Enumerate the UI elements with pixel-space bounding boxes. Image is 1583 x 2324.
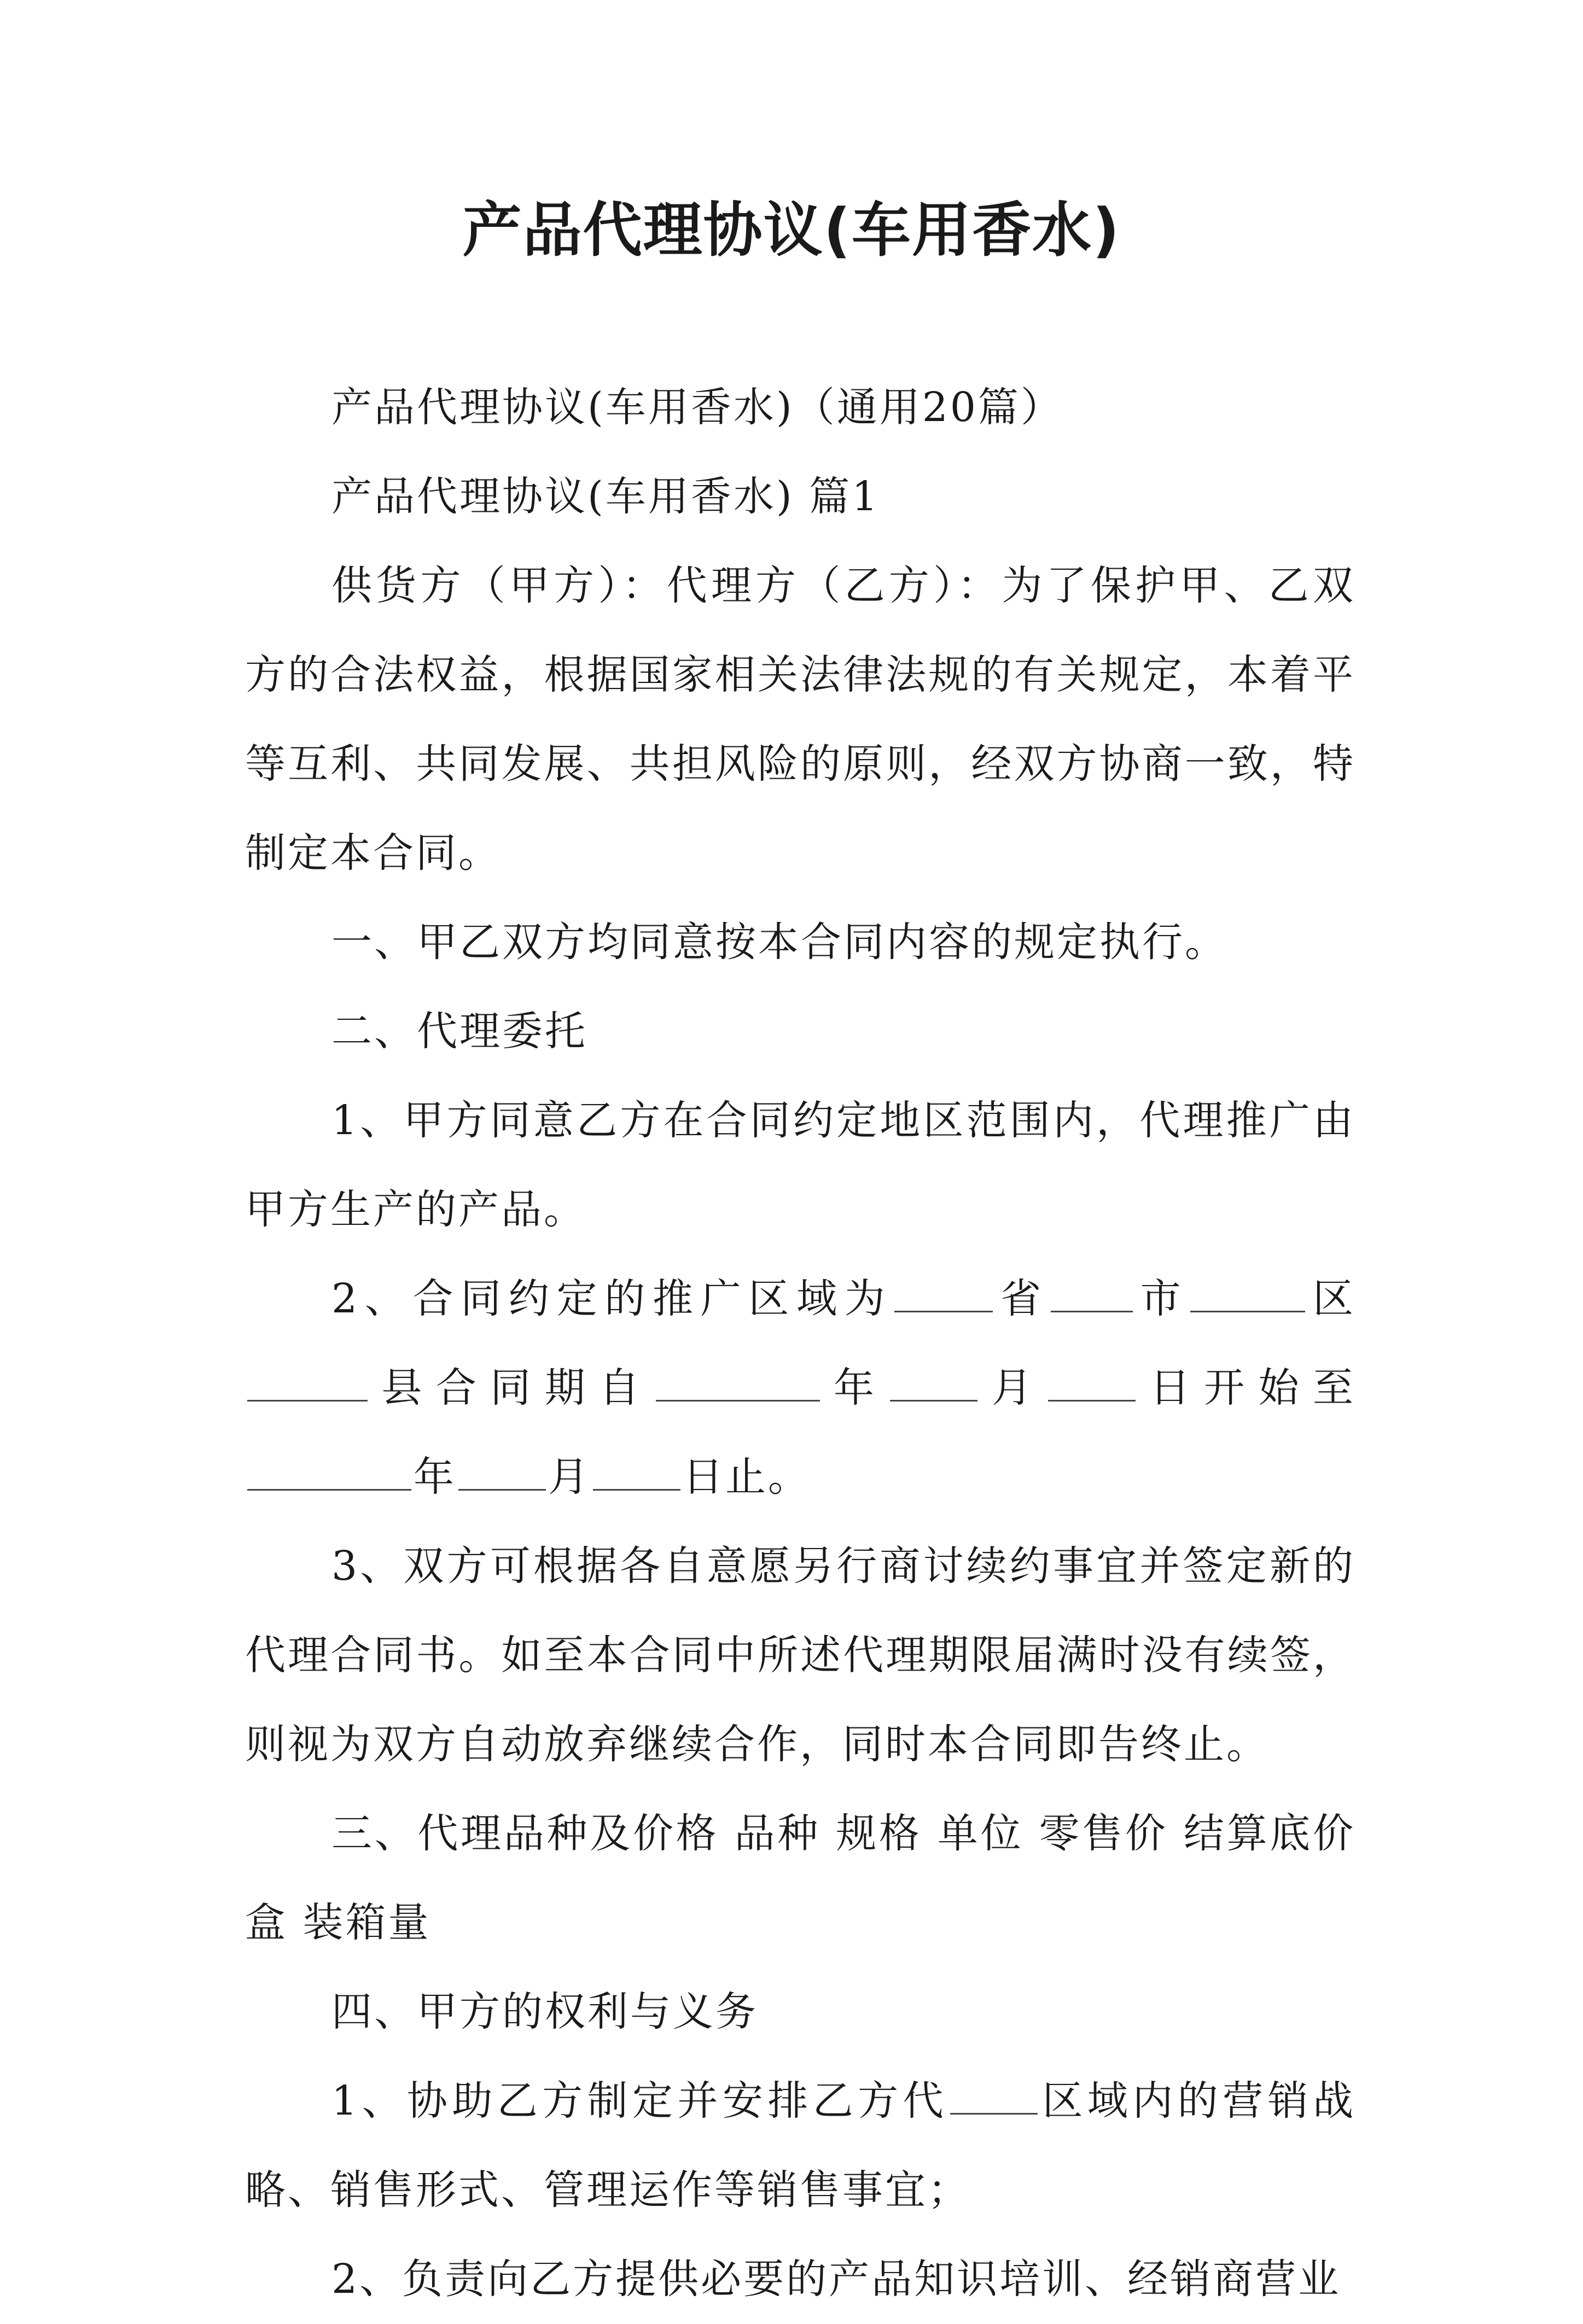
- blank-start-year: [656, 1362, 820, 1402]
- document-title: 产品代理协议(车用香水): [462, 196, 1121, 265]
- clause-2-2: [245, 1254, 1355, 1522]
- blank-end-month: [458, 1451, 546, 1491]
- section-1: 一、甲乙双方均同意按本合同内容的规定执行。: [331, 919, 1227, 966]
- blank-end-year: [247, 1451, 411, 1491]
- section-2-heading: 二、代理委托: [331, 1008, 587, 1055]
- blank-district: [1190, 1272, 1305, 1312]
- section-3: 三、代理品种及价格 品种 规格 单位 零售价 结算底价盒 装箱量: [245, 1810, 1355, 1946]
- clause-2-2-text-k: 日止。: [683, 1453, 811, 1500]
- clause-2-1: 1、甲方同意乙方在合同约定地区范围内，代理推广由甲方生产的产品。: [245, 1097, 1355, 1233]
- part-heading: 产品代理协议(车用香水) 篇1: [331, 473, 880, 520]
- clause-2-3: 3、双方可根据各自意愿另行商讨续约事宜并签定新的代理合同书。如至本合同中所述代理期限届满时没有续签，则视为双方自动放弃继续合作，同时本合同即告终止。: [245, 1543, 1355, 1768]
- clause-2-2-text-a: 2、合同约定的推广区域为: [331, 1275, 893, 1322]
- clause-2-2-text-h: 日开始至: [1138, 1364, 1356, 1411]
- blank-start-day: [1048, 1362, 1136, 1402]
- blank-city: [1051, 1272, 1133, 1312]
- clause-2-2-text-g: 月: [980, 1364, 1046, 1411]
- blank-province: [894, 1272, 993, 1312]
- clause-2-2-text-f: 年: [822, 1364, 888, 1411]
- clause-4-2: 2、负责向乙方提供必要的产品知识培训、经销商营业: [331, 2256, 1341, 2303]
- document-body: [245, 363, 1355, 2324]
- paragraph-intro: 供货方（甲方）：代理方（乙方）：为了保护甲、乙双方的合法权益，根据国家相关法律法规的有关规定，本着平等互利、共同发展、共担风险的原则，经双方协商一致，特制定本合同。: [245, 562, 1355, 877]
- blank-county: [247, 1362, 368, 1402]
- blank-end-day: [593, 1451, 680, 1491]
- clause-2-2-text-b: 省: [995, 1275, 1049, 1322]
- clause-2-2-text-d: 区: [1307, 1275, 1355, 1322]
- clause-2-2-text-c: 市: [1134, 1275, 1189, 1322]
- clause-2-2-text-e: 县合同期自: [370, 1364, 654, 1411]
- clause-4-1-text-a: 1、协助乙方制定并安排乙方代: [331, 2077, 948, 2124]
- section-4-heading: 四、甲方的权利与义务: [331, 1988, 758, 2035]
- clause-4-1: [245, 2057, 1355, 2235]
- blank-agency-region: [950, 2075, 1038, 2115]
- document-subtitle: 产品代理协议(车用香水)（通用20篇）: [331, 384, 1063, 431]
- clause-4-1-text-b: 区域内的营销战略、销售形式、管理运作等销售事宜；: [245, 2077, 1355, 2214]
- blank-start-month: [890, 1362, 977, 1402]
- clause-2-2-text-j: 月: [548, 1453, 591, 1500]
- clause-2-2-text-i: 年: [414, 1453, 456, 1500]
